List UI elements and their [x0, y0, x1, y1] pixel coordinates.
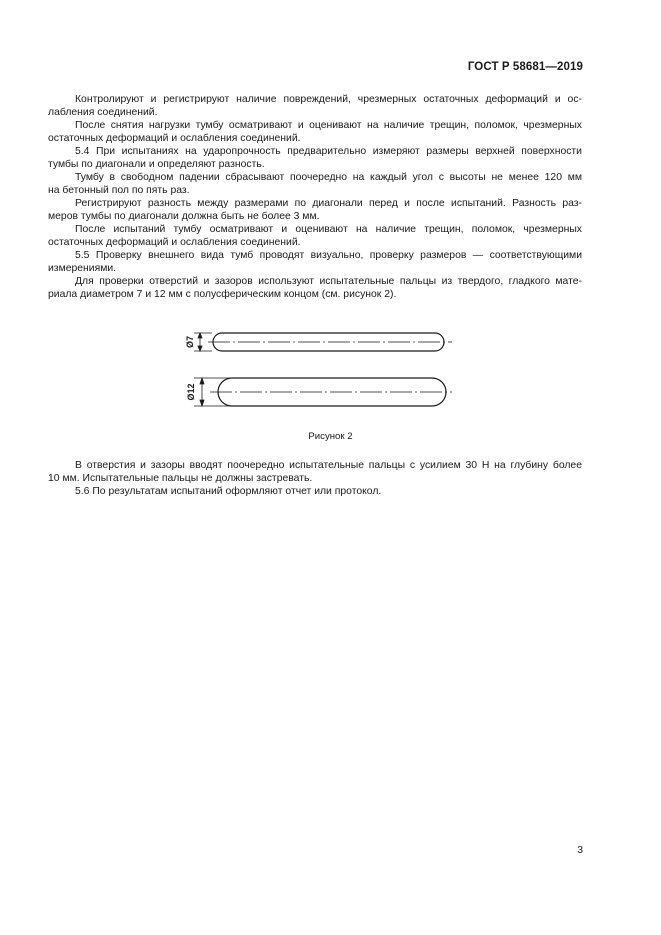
paragraph-line: Для проверки отверстий и зазоров используют испытательные пальцы из твердого, гладкого мате- — [75, 276, 582, 287]
paragraph-line: остаточных деформаций и ослабления соединений. — [48, 237, 301, 248]
page-number: 3 — [577, 845, 583, 856]
paragraph-line: 5.4 При испытаниях на ударопрочность предварительно измеряют размеры верхней поверхности — [75, 146, 582, 157]
paragraph-line: остаточных деформаций и ослабления соединений. — [48, 133, 301, 144]
paragraph-line: Контролируют и регистрируют наличие повреждений, чрезмерных остаточных деформаций и ос- — [75, 94, 582, 105]
figure-test-fingers — [170, 322, 460, 422]
paragraph-line: риала диаметром 7 и 12 мм с полусферическим концом (см. рисунок 2). — [48, 289, 397, 300]
paragraph-line: После испытаний тумбу осматривают и оценивают на наличие трещин, поломок, чрезмерных — [75, 224, 582, 235]
figure-caption: Рисунок 2 — [308, 431, 353, 442]
paragraph-line: тумбы по диагонали и определяют разность. — [48, 159, 265, 170]
dimension-label-large: Ø12 — [186, 383, 196, 401]
paragraph-line: После снятия нагрузки тумбу осматривают и оценивают на наличие трещин, поломок, чрезмерных — [75, 120, 582, 131]
body-text — [48, 93, 582, 301]
paragraph-line: В отверстия и зазоры вводят поочередно испытательные пальцы с усилием 30 Н на глубину более — [75, 460, 582, 471]
paragraph-line: на бетонный пол по пять раз. — [48, 185, 190, 196]
paragraph-line: Регистрируют разность между размерами по диагонали перед и после испытаний. Разность раз- — [75, 198, 582, 209]
paragraph-line: 5.5 Проверку внешнего вида тумб проводят визуально, проверку размеров — соответствующими — [75, 250, 582, 261]
paragraph-line: меров тумбы по диагонали должна быть не более 3 мм. — [48, 211, 320, 222]
paragraph-line: Тумбу в свободном падении сбрасывают поочередно на каждый угол с высоты не менее 120 мм — [75, 172, 582, 183]
paragraph-line: измерениями. — [48, 263, 117, 274]
paragraph-line: 10 мм. Испытательные пальцы не должны застревать. — [48, 473, 313, 484]
document-header: ГОСТ Р 58681—2019 — [467, 61, 583, 73]
paragraph-line: 5.6 По результатам испытаний оформляют отчет или протокол. — [75, 486, 382, 497]
body-text-after-figure — [48, 459, 582, 498]
dimension-label-small: Ø7 — [185, 335, 195, 349]
paragraph-line: лабления соединений. — [48, 107, 158, 118]
